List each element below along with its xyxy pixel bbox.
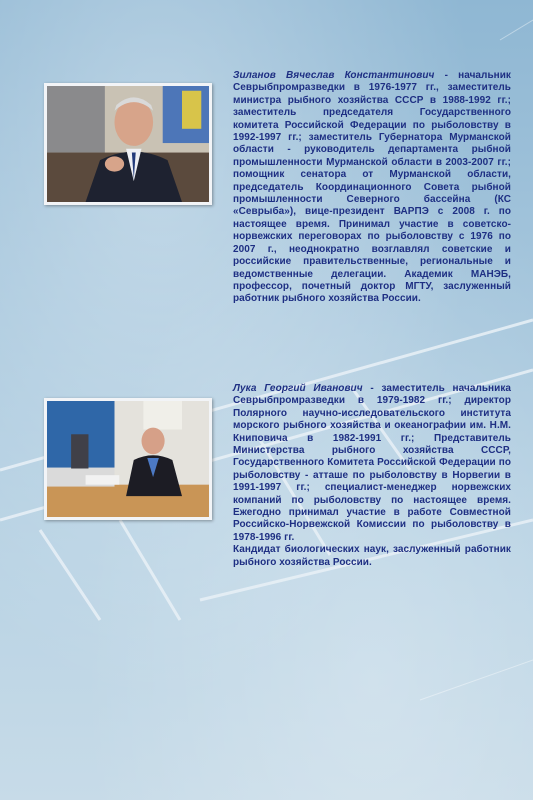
bio-credentials: Кандидат биологических наук, заслуженный работник рыбного хозяйства России. [233, 544, 511, 568]
bio-text-luka [233, 383, 511, 569]
bio-body: - начальник Севрыбпромразведки в 1976-1977 гг., заместитель министра рыбного хозяйства СССР в 1988-1992 гг.; заместитель председателя Государственного комитета Российской Федерации по рыболовству в 1992-1997 гг.; заместитель Губернатора Мурманской области - руководитель департамента рыбной промышленности Мурманской области в 2003-2007 гг.; помощник сенатора от Мурманской области, председатель Координационного Совета рыбной промышленности Северного бассейна (КС «Севрыба»), вице-президент ВАРПЭ с 2008 г. по настоящее время. Принимал участие в советско-норвежских переговорах по рыболовству с 1976 по 2007 г., неоднократно возглавлял советские и российские правительственные, региональные и ведомственные делегации. Академик МАНЭБ, профессор, почетный доктор МГТУ, заслуженный работник рыбного хозяйства России. [233, 70, 511, 305]
portrait-photo-luka [44, 398, 212, 520]
bio-text-zilanov [233, 70, 511, 306]
person-name: Лука Георгий Иванович [233, 383, 363, 394]
person-name: Зиланов Вячеслав Константинович [233, 70, 435, 81]
bio-body: - заместитель начальника Севрыбпромразведки в 1979-1982 гг.; директор Полярного научно-исследовательского института морского рыбного хозяйства и океанографии им. Н.М. Книповича в 1982-1991 гг.; Представитель Министерства рыбного хозяйства СССР, Государственного Комитета Российской Федерации по рыболовству - атташе по рыболовству в Норвегии в 1991-1997 гг.; специалист-менеджер норвежских компаний по рыболовству по настоящее время. Ежегодно принимал участие в работе Совместной Российско-Норвежской Комиссии по рыболовству в 1978-1996 гг. [233, 383, 511, 543]
portrait-photo-zilanov [44, 83, 212, 205]
